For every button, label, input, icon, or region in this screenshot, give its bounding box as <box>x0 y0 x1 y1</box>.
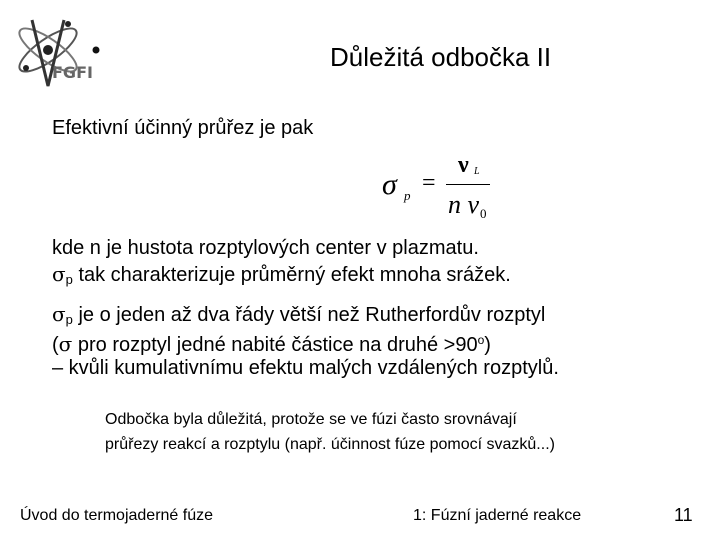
body-line-sigma-scattering <box>52 328 491 357</box>
formula-denominator: n v <box>448 190 480 219</box>
formula-numerator: ν <box>458 152 469 178</box>
atom-logo-icon <box>8 8 108 98</box>
body-line-sigma-effect <box>52 262 511 292</box>
note-line-2: průřezy reakcí a rozptylu (např. účinnost fúze pomocí svazků...) <box>105 436 555 453</box>
body-line-text: pro rozptyl jedné nabité částice na druhé >90 <box>72 334 478 356</box>
note-line-1: Odbočka byla důležitá, protože se ve fúzi často srovnávají <box>105 411 517 428</box>
close-paren: ) <box>484 334 491 356</box>
formula-sigma-sub: p <box>404 188 411 203</box>
open-paren: ( <box>52 334 59 356</box>
body-line-text: je o jeden až dva řády větší než Rutherfordův rozptyl <box>72 304 546 326</box>
formula-fraction-bar <box>446 184 490 185</box>
sigma-subscript: p <box>65 272 73 287</box>
sigma-symbol: σ <box>52 262 66 286</box>
formula-denominator-sub: 0 <box>480 206 487 221</box>
sigma-subscript: p <box>65 312 73 327</box>
logo-text: FGFI <box>52 63 93 82</box>
cross-section-formula <box>382 152 492 224</box>
footer-page-number: 11 <box>674 505 693 525</box>
intro-text: Efektivní účinný průřez je pak <box>52 117 314 139</box>
sigma-symbol: σ <box>52 302 66 326</box>
page-title: Důležitá odbočka II <box>330 42 552 72</box>
formula-sigma: σ <box>382 168 397 201</box>
formula-equals: = <box>422 170 436 196</box>
body-line-text: tak charakterizuje průměrný efekt mnoha srážek. <box>72 264 511 286</box>
footer-chapter-title: 1: Fúzní jaderné reakce <box>413 507 582 524</box>
degree-superscript: o <box>477 333 485 347</box>
formula-numerator-sub: L <box>474 166 480 177</box>
sigma-symbol: σ <box>58 332 73 356</box>
body-line-cumulative: – kvůli kumulativnímu efektu malých vzdálených rozptylů. <box>52 357 559 379</box>
footer-course-title: Úvod do termojaderné fúze <box>20 507 213 524</box>
body-line-density: kde n je hustota rozptylových center v plazmatu. <box>52 237 479 259</box>
